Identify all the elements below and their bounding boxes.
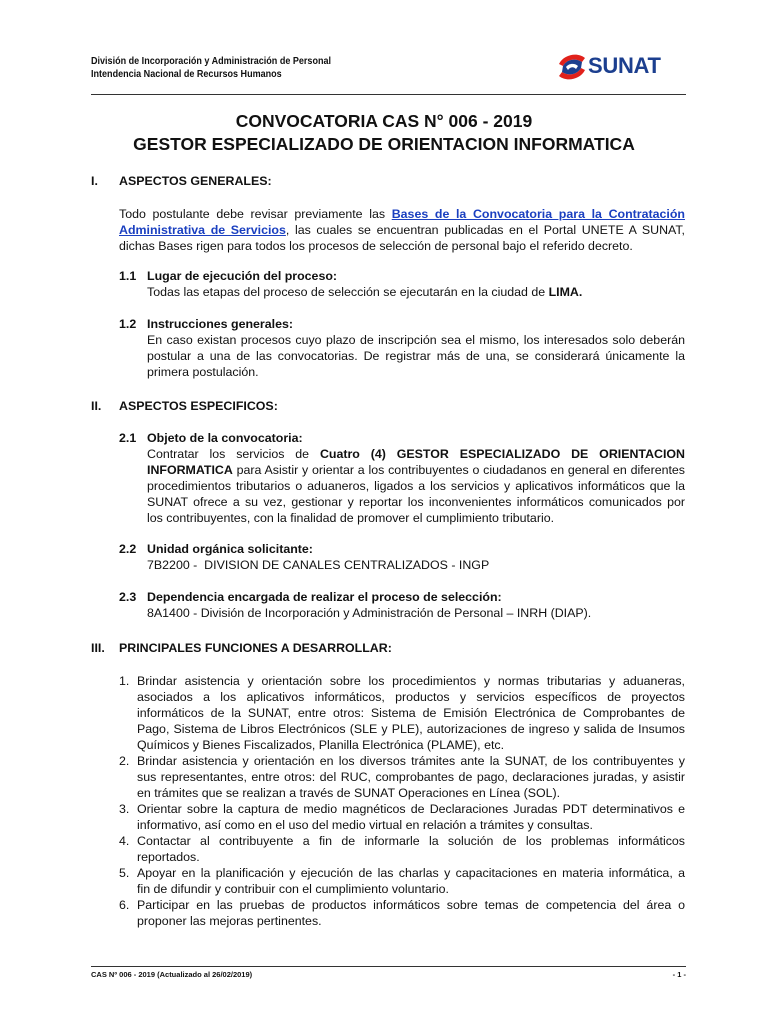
section-2-heading: ASPECTOS ESPECIFICOS:	[119, 399, 278, 413]
objective-position: Cuatro (4) GESTOR ESPECIALIZADO DE ORIENTACION	[319, 447, 685, 461]
function-2-line-2: sus representantes, entre otros: del RUC, comprobantes de pago, declaraciones juradas, y asistir	[137, 770, 685, 784]
instructions-line-2: postular a una de las convocatorias. De registrar más de una, se considerará únicamente la	[147, 349, 685, 363]
sunat-logo	[556, 50, 676, 84]
section-3-heading: PRINCIPALES FUNCIONES A DESARROLLAR:	[119, 641, 392, 655]
page-number: - 1 -	[672, 970, 686, 979]
function-1-line-4: Pago, Sistema de Libros Electrónicos (SLE y PLE), autorizaciones de ingreso y salida de Insumos	[137, 722, 685, 736]
location-text: Todas las etapas del proceso de selección se ejecutarán en la ciudad de	[147, 285, 546, 299]
header-line-2: Intendencia Nacional de Recursos Humanos	[91, 68, 282, 80]
function-6-line-2: proponer las mejoras pertinentes.	[137, 914, 322, 928]
function-3-number: 3.	[119, 802, 130, 816]
function-2-number: 2.	[119, 754, 130, 768]
section-1-heading: ASPECTOS GENERALES:	[119, 174, 272, 188]
function-5-line-2: fin de difundir y contribuir con el cumplimiento voluntario.	[137, 882, 449, 896]
requesting-unit-text: 7B2200 - DIVISION DE CANALES CENTRALIZADOS - INGP	[147, 558, 490, 572]
function-5-line-1: Apoyar en la planificación y ejecución de las charlas y capacitaciones en materia informática, a	[137, 866, 685, 880]
objective-position-cont: INFORMATICA	[147, 463, 233, 477]
document-subtitle: GESTOR ESPECIALIZADO DE ORIENTACION INFORMATICA	[133, 134, 635, 154]
function-3-line-2: informativo, así como en el uso del medio virtual en relación a trámites y consultas.	[137, 818, 593, 832]
responsible-unit-text: 8A1400 - División de Incorporación y Administración de Personal – INRH (DIAP).	[147, 606, 592, 620]
objective-text-cont: para Asistir y orientar a los contribuyentes o ciudadanos en general en diferentes	[236, 463, 685, 477]
subsection-1-1-heading: Lugar de ejecución del proceso:	[147, 269, 338, 283]
objective-line-1	[147, 446, 685, 462]
function-4-line-2: reportados.	[137, 850, 200, 864]
sunat-emblem-icon	[556, 50, 588, 84]
function-6-number: 6.	[119, 898, 130, 912]
subsection-1-2-heading: Instrucciones generales:	[147, 317, 293, 331]
function-1-number: 1.	[119, 674, 130, 688]
function-1-line-2: asociados a los aplicativos informáticos, productos y servicios específicos de proyectos	[137, 690, 685, 704]
instructions-line-3: primera postulación.	[147, 365, 259, 379]
header-institution	[91, 55, 370, 81]
subsection-2-2-heading: Unidad orgánica solicitante:	[147, 542, 313, 556]
function-4-number: 4.	[119, 834, 130, 848]
function-2-line-1: Brindar asistencia y orientación en los diversos trámites ante la SUNAT, de los contribuyentes y	[137, 754, 685, 768]
function-3-line-1: Orientar sobre la captura de medio magnéticos de Declaraciones Juradas PDT determinativos e	[137, 802, 685, 816]
function-5-number: 5.	[119, 866, 130, 880]
function-1-line-1: Brindar asistencia y orientación sobre los procedimientos y normas tributarias y aduaneras,	[137, 674, 685, 688]
intro-text: Todo postulante debe revisar previamente las	[119, 207, 386, 221]
document-title: CONVOCATORIA CAS N° 006 - 2019	[235, 111, 533, 131]
intro-text-cont: , las cuales se encuentran publicadas en el Portal UNETE A SUNAT,	[285, 223, 685, 237]
bases-convocatoria-link[interactable]: Bases de la Convocatoria para la Contratación	[391, 207, 686, 221]
instructions-line-1: En caso existan procesos cuyo plazo de inscripción sea el mismo, los interesados solo deberán	[147, 333, 685, 347]
subsection-2-2-number: 2.2	[119, 542, 137, 556]
section-2-number: II.	[91, 399, 102, 413]
objective-text: Contratar los servicios de	[147, 447, 310, 461]
subsection-2-1-number: 2.1	[119, 431, 137, 445]
subsection-2-1-heading: Objeto de la convocatoria:	[147, 431, 303, 445]
header-divider	[91, 94, 686, 95]
section-1-intro-line-1	[119, 206, 685, 222]
subsection-2-3-heading: Dependencia encargada de realizar el proceso de selección:	[147, 590, 502, 604]
section-1-intro-line-3: dichas Bases rigen para todos los procesos de selección de personal bajo el referido decreto.	[119, 239, 633, 253]
function-2-line-3: en trámites que se realizan a través de SUNAT Operaciones en Línea (SOL).	[137, 786, 561, 800]
subsection-1-1-text	[147, 284, 685, 300]
subsection-2-3-number: 2.3	[119, 590, 137, 604]
function-1-line-5: Químicos y Bienes Fiscalizados, Planilla Electrónica (PLAME), etc.	[137, 738, 505, 752]
logo-text: SUNAT	[588, 53, 661, 78]
subsection-1-2-number: 1.2	[119, 317, 137, 331]
bases-convocatoria-link-cont[interactable]: Administrativa de Servicios	[119, 223, 286, 237]
section-1-number: I.	[91, 174, 98, 188]
section-3-number: III.	[91, 641, 105, 655]
function-6-line-1: Participar en las pruebas de productos informáticos sobre temas de competencia del área o	[137, 898, 685, 912]
location-city: LIMA.	[548, 285, 583, 299]
section-1-intro-line-2	[119, 222, 685, 238]
subsection-1-1-number: 1.1	[119, 269, 137, 283]
footer-divider	[91, 966, 686, 967]
objective-line-5: los contribuyentes, con la finalidad de promover el cumplimiento tributario.	[147, 511, 555, 525]
objective-line-3: procedimientos tributarios o aduaneros, ligados a los servicios y aplicativos informáticos que la	[147, 479, 685, 493]
function-4-line-1: Contactar al contribuyente a fin de informarle la solución de los problemas informáticos	[137, 834, 685, 848]
footer-reference: CAS Nº 006 - 2019 (Actualizado al 26/02/2019)	[91, 970, 253, 979]
header-line-1: División de Incorporación y Administración de Personal	[91, 55, 332, 67]
objective-line-4: SUNAT ofrece a su vez, gestionar y reportar los inconvenientes informáticos comunicados por	[147, 495, 685, 509]
function-1-line-3: informáticos de la SUNAT, entre otros: Sistema de Emisión Electrónica de Comprobantes de	[137, 706, 685, 720]
objective-line-2	[147, 462, 685, 478]
